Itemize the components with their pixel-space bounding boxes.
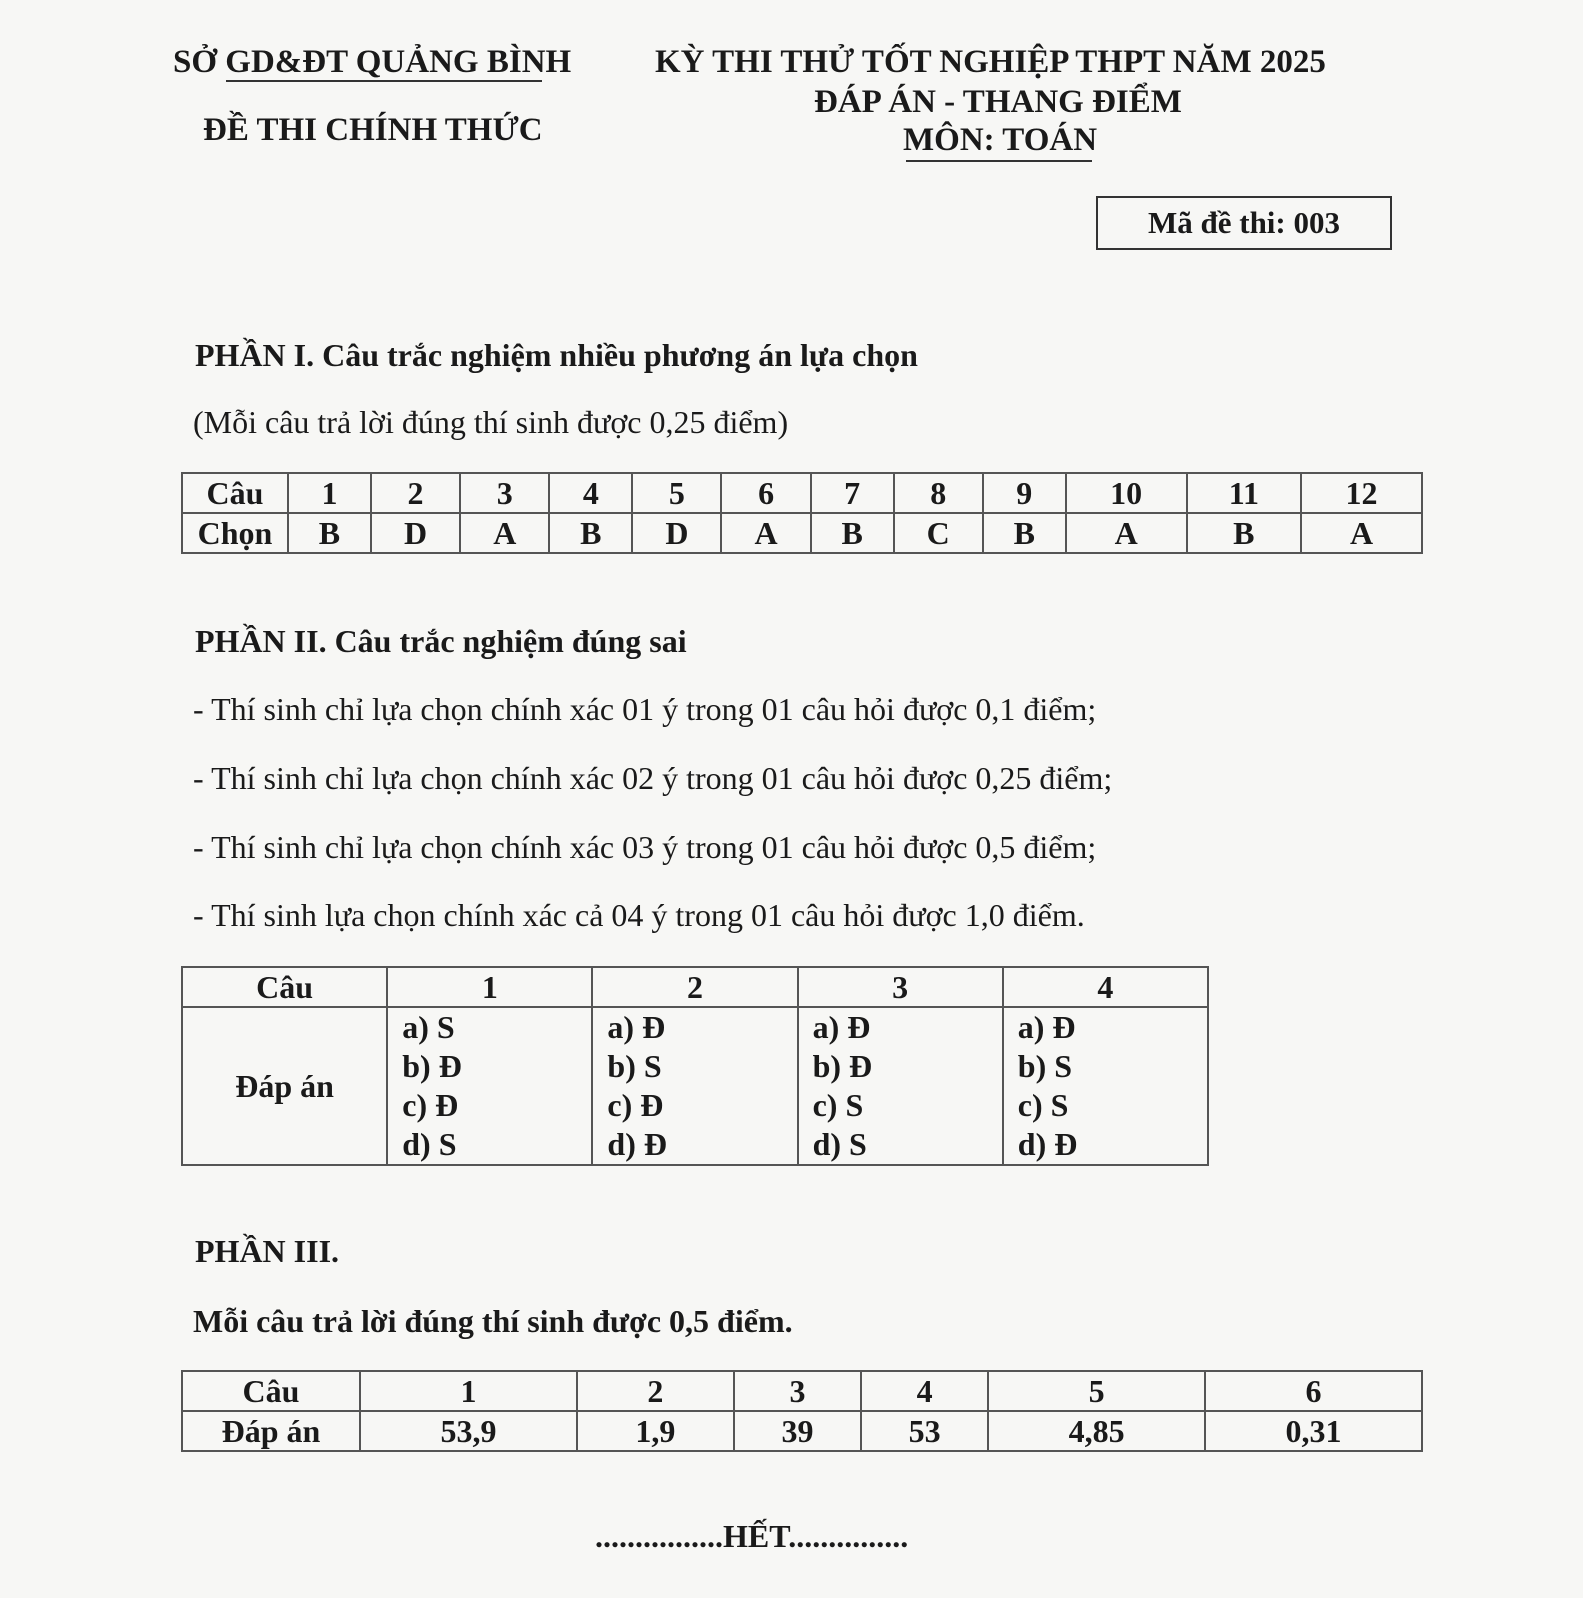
sub-answer: c) S (1017, 1087, 1069, 1123)
question-number: 2 (371, 473, 460, 513)
sub-answer: b) Đ (812, 1048, 873, 1084)
answer-cell: A (721, 513, 810, 553)
part3-title: PHẦN III. (195, 1233, 340, 1269)
row-label: Câu (182, 1371, 360, 1411)
question-number: 12 (1301, 473, 1422, 513)
subject-title: MÔN: TOÁN (903, 122, 1098, 158)
answer-cell (387, 1007, 592, 1165)
sub-answer: c) Đ (607, 1087, 664, 1123)
answer-cell: A (1301, 513, 1422, 553)
sub-answer: d) Đ (1017, 1126, 1078, 1162)
answer-cell: B (983, 513, 1066, 553)
part2-answer-row (182, 1007, 1208, 1165)
answer-cell: 4,85 (988, 1411, 1205, 1451)
part1-answer-row (182, 513, 1422, 553)
part1-question-row (182, 473, 1422, 513)
answer-cell: A (460, 513, 549, 553)
sub-answer: a) Đ (1017, 1009, 1076, 1045)
sub-answer: a) S (402, 1009, 455, 1045)
answer-cell: 53,9 (360, 1411, 577, 1451)
part3-answer-row (182, 1411, 1422, 1451)
sub-answer: b) Đ (402, 1048, 462, 1084)
question-number: 4 (1003, 967, 1208, 1007)
part2-rule: - Thí sinh chỉ lựa chọn chính xác 03 ý trong 01 câu hỏi được 0,5 điểm; (193, 829, 1097, 865)
question-number: 2 (592, 967, 797, 1007)
sub-answer: c) S (812, 1087, 864, 1123)
doc-type-title: ĐÁP ÁN - THANG ĐIỂM (814, 84, 1182, 120)
part1-table (181, 472, 1423, 554)
official-exam-label: ĐỀ THI CHÍNH THỨC (203, 112, 543, 148)
question-number: 4 (861, 1371, 988, 1411)
answer-cell (1003, 1007, 1208, 1165)
part2-rule: - Thí sinh chỉ lựa chọn chính xác 01 ý trong 01 câu hỏi được 0,1 điểm; (193, 691, 1097, 727)
sub-answer: d) S (812, 1126, 867, 1162)
sub-answer: c) Đ (402, 1087, 459, 1123)
row-label: Đáp án (182, 1007, 387, 1165)
end-marker: ................HẾT............... (595, 1518, 909, 1554)
part3-question-row (182, 1371, 1422, 1411)
question-number: 3 (460, 473, 549, 513)
answer-cell: B (811, 513, 894, 553)
subject-underline (906, 160, 1092, 162)
department-underline (226, 80, 542, 82)
answer-cell: B (1187, 513, 1302, 553)
sub-answer: a) Đ (607, 1009, 666, 1045)
answer-cell: D (371, 513, 460, 553)
sub-answer: b) S (1017, 1048, 1073, 1084)
sub-answer: d) S (402, 1126, 457, 1162)
department-name: SỞ GD&ĐT QUẢNG BÌNH (173, 44, 572, 80)
row-label: Câu (182, 473, 288, 513)
sub-answer: b) S (607, 1048, 662, 1084)
part3-table (181, 1370, 1423, 1452)
answer-cell: A (1066, 513, 1187, 553)
answer-cell: 39 (734, 1411, 861, 1451)
answer-cell: B (288, 513, 371, 553)
part2-rule: - Thí sinh chỉ lựa chọn chính xác 02 ý trong 01 câu hỏi được 0,25 điểm; (193, 760, 1113, 796)
exam-code: Mã đề thi: 003 (1147, 205, 1340, 240)
answer-cell (798, 1007, 1003, 1165)
question-number: 8 (894, 473, 983, 513)
part2-title: PHẦN II. Câu trắc nghiệm đúng sai (195, 623, 687, 659)
question-number: 5 (988, 1371, 1205, 1411)
part3-note: Mỗi câu trả lời đúng thí sinh được 0,5 điểm. (193, 1303, 793, 1339)
question-number: 7 (811, 473, 894, 513)
exam-code-box (1096, 196, 1392, 250)
question-number: 1 (387, 967, 592, 1007)
part2-table (181, 966, 1209, 1166)
answer-cell: 1,9 (577, 1411, 734, 1451)
question-number: 3 (798, 967, 1003, 1007)
row-label: Chọn (182, 513, 288, 553)
answer-cell (592, 1007, 797, 1165)
answer-cell: 0,31 (1205, 1411, 1422, 1451)
sub-answer: a) Đ (812, 1009, 871, 1045)
part2-rule: - Thí sinh lựa chọn chính xác cả 04 ý trong 01 câu hỏi được 1,0 điểm. (193, 897, 1085, 933)
answer-cell: 53 (861, 1411, 988, 1451)
part2-question-row (182, 967, 1208, 1007)
question-number: 10 (1066, 473, 1187, 513)
question-number: 5 (632, 473, 721, 513)
answer-cell: B (549, 513, 632, 553)
question-number: 2 (577, 1371, 734, 1411)
question-number: 6 (1205, 1371, 1422, 1411)
question-number: 4 (549, 473, 632, 513)
question-number: 3 (734, 1371, 861, 1411)
exam-title: KỲ THI THỬ TỐT NGHIỆP THPT NĂM 2025 (655, 44, 1326, 80)
question-number: 9 (983, 473, 1066, 513)
question-number: 1 (288, 473, 371, 513)
row-label: Câu (182, 967, 387, 1007)
answer-cell: D (632, 513, 721, 553)
row-label: Đáp án (182, 1411, 360, 1451)
part1-title: PHẦN I. Câu trắc nghiệm nhiều phương án lựa chọn (195, 337, 918, 373)
question-number: 1 (360, 1371, 577, 1411)
question-number: 11 (1187, 473, 1302, 513)
answer-cell: C (894, 513, 983, 553)
question-number: 6 (721, 473, 810, 513)
part1-note: (Mỗi câu trả lời đúng thí sinh được 0,25 điểm) (193, 404, 789, 440)
sub-answer: d) Đ (607, 1126, 667, 1162)
